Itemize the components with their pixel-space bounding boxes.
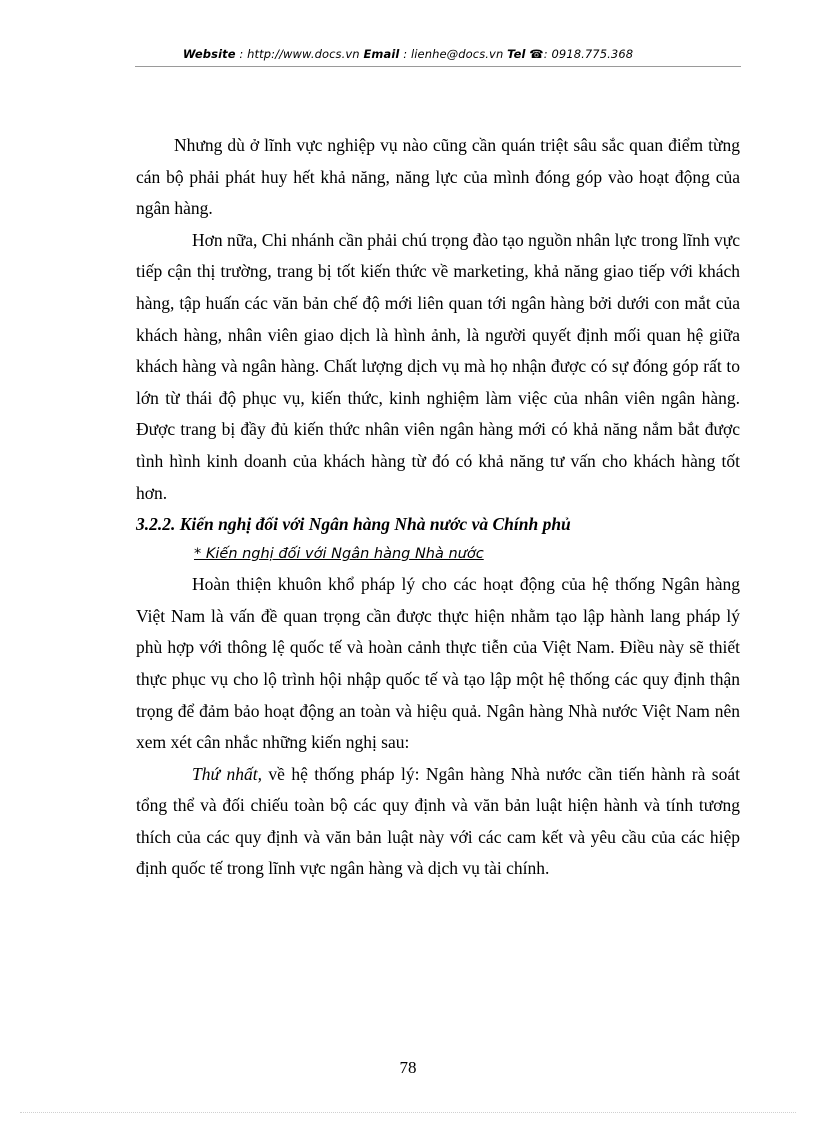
body-paragraph-3: Hoàn thiện khuôn khổ pháp lý cho các hoạt động của hệ thống Ngân hàng Việt Nam là vấn đề quan trọng cần được thực hiện nhằm tạo lập hành lang pháp lý phù hợp với thông lệ quốc tế và hoàn cảnh thực tiễn của Việt Nam. Điều này sẽ thiết thực phục vụ cho lộ trình hội nhập quốc tế và tạo lập một hệ thống các quy định thận trọng để đảm bảo hoạt động an toàn và hiệu quả. Ngân hàng Nhà nước Việt Nam nên xem xét cân nhắc những kiến nghị sau: <box>136 574 740 753</box>
header-email-label: Email <box>363 47 400 61</box>
body-paragraph-2: Hơn nữa, Chi nhánh cần phải chú trọng đào tạo nguồn nhân lực trong lĩnh vực tiếp cận thị trường, trang bị tốt kiến thức về marketing, khả năng giao tiếp với khách hàng, tập huấn các văn bản chế độ mới liên quan tới ngân hàng bởi dưới con mắt của khách hàng, nhân viên giao dịch là hình ảnh, là người quyết định mối quan hệ giữa khách hàng và ngân hàng. Chất lượng dịch vụ mà họ nhận được có sự đóng góp rất to lớn từ thái độ phục vụ, kiến thức, kinh nghiệm làm việc của nhân viên ngân hàng. Được trang bị đầy đủ kiến thức nhân viên ngân hàng mới có khả năng nắm bắt được tình hình kinh doanh của khách hàng từ đó có khả năng tư vấn cho khách hàng tốt hơn. <box>136 229 741 503</box>
header-website-link[interactable]: http://www.docs.vn <box>247 47 360 61</box>
header-divider <box>135 66 741 67</box>
footer-divider <box>20 1112 796 1113</box>
section-heading: 3.2.2. Kiến nghị đối với Ngân hàng Nhà nước và Chính phủ <box>136 514 571 535</box>
paragraph-4-text: về hệ thống pháp lý: Ngân hàng Nhà nước cần tiến hành rà soát tổng thể và đối chiếu toàn bộ các quy định và văn bản luật hiện hành và tính tương thích của các quy định và văn bản luật này với các cam kết và yêu cầu của các hiệp định quốc tế trong lĩnh vực ngân hàng và dịch vụ tài chính. <box>136 763 740 879</box>
document-body <box>136 130 740 885</box>
header-tel-value: 0918.775.368 <box>551 47 634 61</box>
header-tel-separator: : <box>543 47 552 61</box>
header-email-link[interactable]: lienhe@docs.vn <box>410 47 504 61</box>
body-paragraph-4 <box>136 759 740 885</box>
header-tel-label: Tel <box>507 47 526 61</box>
header-email-separator: : <box>399 47 411 61</box>
body-paragraph-1: Nhưng dù ở lĩnh vực nghiệp vụ nào cũng cần quán triệt sâu sắc quan điểm từng cán bộ phải phát huy hết khả năng, năng lực của mình đóng góp vào hoạt động của ngân hàng. <box>136 135 740 219</box>
page-header <box>0 47 816 61</box>
subheading: * Kiến nghị đối với Ngân hàng Nhà nước <box>194 546 484 563</box>
header-website-separator: : <box>235 47 248 61</box>
phone-icon: ☎ <box>529 47 544 61</box>
page-number: 78 <box>399 1058 417 1077</box>
header-website-label: Website <box>182 47 236 61</box>
paragraph-4-lead: Thứ nhất, <box>192 763 262 784</box>
